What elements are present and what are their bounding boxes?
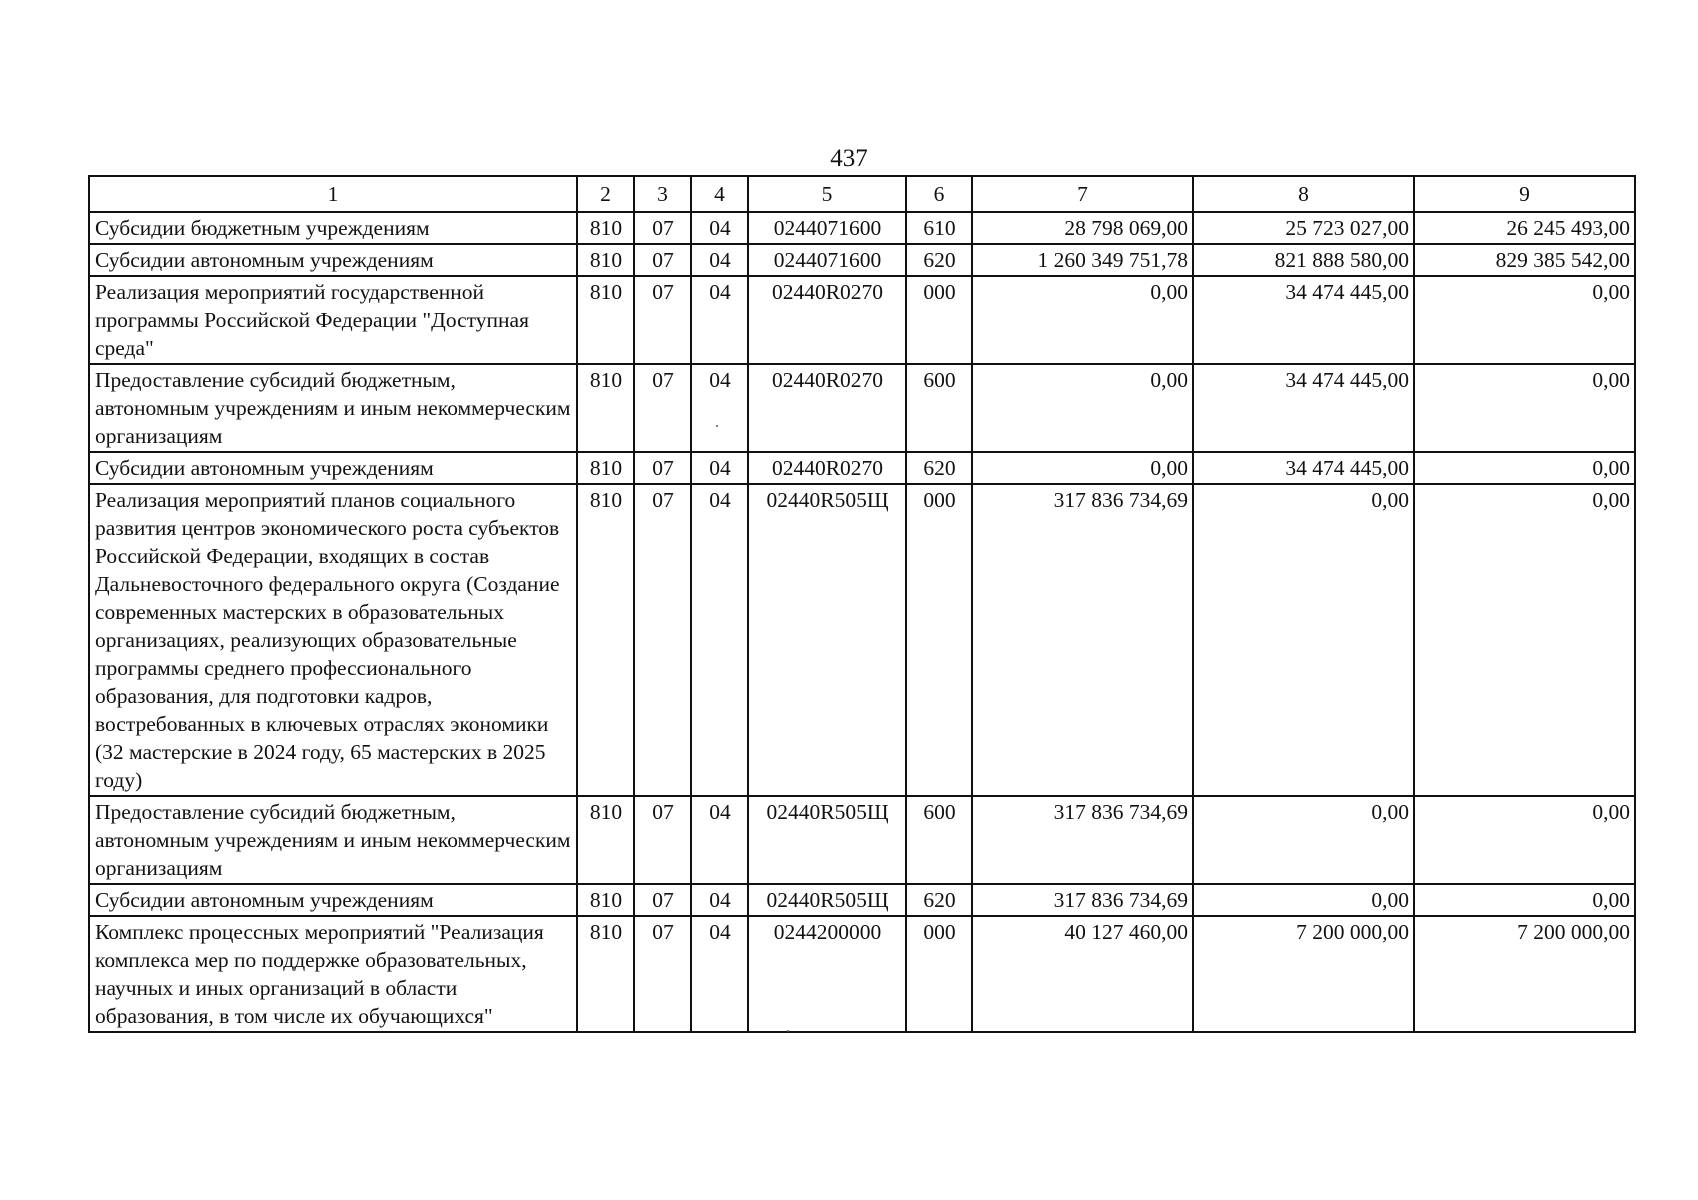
section-code: 07 <box>634 884 691 916</box>
target-article-code: 02440R505Щ <box>748 796 906 884</box>
target-article-code: 0244071600 <box>748 212 906 244</box>
expense-type-code: 620 <box>906 884 972 916</box>
row-name: Субсидии бюджетным учреждениям <box>89 212 577 244</box>
amount-col7: 28 798 069,00 <box>972 212 1193 244</box>
target-article-code: 02440R0270 <box>748 452 906 484</box>
subsection-code: 04 <box>691 212 748 244</box>
table-row <box>89 796 1635 884</box>
row-name: Субсидии автономным учреждениям <box>89 452 577 484</box>
section-code: 07 <box>634 452 691 484</box>
section-code: 07 <box>634 484 691 796</box>
amount-col8: 34 474 445,00 <box>1193 276 1414 364</box>
row-name: Реализация мероприятий государственной программы Российской Федерации "Доступная среда" <box>89 276 577 364</box>
table-row <box>89 212 1635 244</box>
budget-table <box>88 175 1636 1033</box>
col-header-5: 5 <box>748 176 906 212</box>
subsection-code: 04 <box>691 452 748 484</box>
amount-col8: 821 888 580,00 <box>1193 244 1414 276</box>
expense-type-code: 620 <box>906 244 972 276</box>
target-article-code: 02440R0270 <box>748 364 906 452</box>
col-header-3: 3 <box>634 176 691 212</box>
row-name: Предоставление субсидий бюджетным, автономным учреждениям и иным некоммерческим организациям <box>89 796 577 884</box>
amount-col9: 829 385 542,00 <box>1414 244 1635 276</box>
section-code: 07 <box>634 796 691 884</box>
table-row <box>89 244 1635 276</box>
section-code: 07 <box>634 276 691 364</box>
col-header-2: 2 <box>577 176 634 212</box>
ministry-code: 810 <box>577 276 634 364</box>
amount-col9: 26 245 493,00 <box>1414 212 1635 244</box>
ministry-code: 810 <box>577 364 634 452</box>
ministry-code: 810 <box>577 212 634 244</box>
ministry-code: 810 <box>577 484 634 796</box>
table-row <box>89 884 1635 916</box>
expense-type-code: 620 <box>906 452 972 484</box>
ministry-code: 810 <box>577 244 634 276</box>
scan-speck <box>716 425 718 427</box>
amount-col7: 317 836 734,69 <box>972 884 1193 916</box>
row-name: Комплекс процессных мероприятий "Реализация комплекса мер по поддержке образовательных, научных и иных организаций в области образования, в том числе их обучающихся" <box>89 916 577 1032</box>
target-article-code: 0244200000 <box>748 916 906 1032</box>
expense-type-code: 610 <box>906 212 972 244</box>
amount-col7: 40 127 460,00 <box>972 916 1193 1032</box>
section-code: 07 <box>634 244 691 276</box>
amount-col9: 0,00 <box>1414 884 1635 916</box>
col-header-9: 9 <box>1414 176 1635 212</box>
row-name: Предоставление субсидий бюджетным, автономным учреждениям и иным некоммерческим организациям <box>89 364 577 452</box>
amount-col9: 0,00 <box>1414 276 1635 364</box>
page-number: 437 <box>830 145 868 172</box>
amount-col7: 0,00 <box>972 452 1193 484</box>
col-header-1: 1 <box>89 176 577 212</box>
amount-col8: 34 474 445,00 <box>1193 364 1414 452</box>
ministry-code: 810 <box>577 452 634 484</box>
table-row <box>89 276 1635 364</box>
subsection-code: 04 <box>691 796 748 884</box>
amount-col7: 317 836 734,69 <box>972 484 1193 796</box>
table-row <box>89 364 1635 452</box>
target-article-code: 02440R505Щ <box>748 884 906 916</box>
amount-col9: 0,00 <box>1414 452 1635 484</box>
col-header-8: 8 <box>1193 176 1414 212</box>
section-code: 07 <box>634 364 691 452</box>
table-row <box>89 484 1635 796</box>
target-article-code: 02440R0270 <box>748 276 906 364</box>
target-article-code: 02440R505Щ <box>748 484 906 796</box>
amount-col9: 7 200 000,00 <box>1414 916 1635 1032</box>
subsection-code: 04 <box>691 916 748 1032</box>
amount-col7: 0,00 <box>972 364 1193 452</box>
expense-type-code: 000 <box>906 916 972 1032</box>
ministry-code: 810 <box>577 884 634 916</box>
subsection-code: 04 <box>691 244 748 276</box>
amount-col9: 0,00 <box>1414 796 1635 884</box>
expense-type-code: 000 <box>906 484 972 796</box>
subsection-code: 04 <box>691 276 748 364</box>
subsection-code: 04 <box>691 484 748 796</box>
col-header-7: 7 <box>972 176 1193 212</box>
table-row <box>89 916 1635 1032</box>
section-code: 07 <box>634 212 691 244</box>
amount-col8: 0,00 <box>1193 884 1414 916</box>
table-row <box>89 452 1635 484</box>
amount-col9: 0,00 <box>1414 364 1635 452</box>
header-row <box>89 176 1635 212</box>
section-code: 07 <box>634 916 691 1032</box>
amount-col8: 0,00 <box>1193 484 1414 796</box>
amount-col8: 25 723 027,00 <box>1193 212 1414 244</box>
amount-col7: 0,00 <box>972 276 1193 364</box>
amount-col8: 0,00 <box>1193 796 1414 884</box>
expense-type-code: 000 <box>906 276 972 364</box>
col-header-4: 4 <box>691 176 748 212</box>
scan-speck <box>787 1030 789 1032</box>
expense-type-code: 600 <box>906 796 972 884</box>
ministry-code: 810 <box>577 916 634 1032</box>
row-name: Субсидии автономным учреждениям <box>89 884 577 916</box>
row-name: Субсидии автономным учреждениям <box>89 244 577 276</box>
col-header-6: 6 <box>906 176 972 212</box>
subsection-code: 04 <box>691 364 748 452</box>
amount-col8: 7 200 000,00 <box>1193 916 1414 1032</box>
expense-type-code: 600 <box>906 364 972 452</box>
subsection-code: 04 <box>691 884 748 916</box>
amount-col8: 34 474 445,00 <box>1193 452 1414 484</box>
amount-col9: 0,00 <box>1414 484 1635 796</box>
target-article-code: 0244071600 <box>748 244 906 276</box>
row-name: Реализация мероприятий планов социального развития центров экономического роста субъектов Российской Федерации, входящих в состав Дальневосточного федерального округа (Создание современных мастерских в образовательных организациях, реализующих образовательные программы среднего профессионального образования, для подготовки кадров, востребованных в ключевых отраслях экономики (32 мастерские в 2024 году, 65 мастерских в 2025 году) <box>89 484 577 796</box>
ministry-code: 810 <box>577 796 634 884</box>
amount-col7: 1 260 349 751,78 <box>972 244 1193 276</box>
amount-col7: 317 836 734,69 <box>972 796 1193 884</box>
